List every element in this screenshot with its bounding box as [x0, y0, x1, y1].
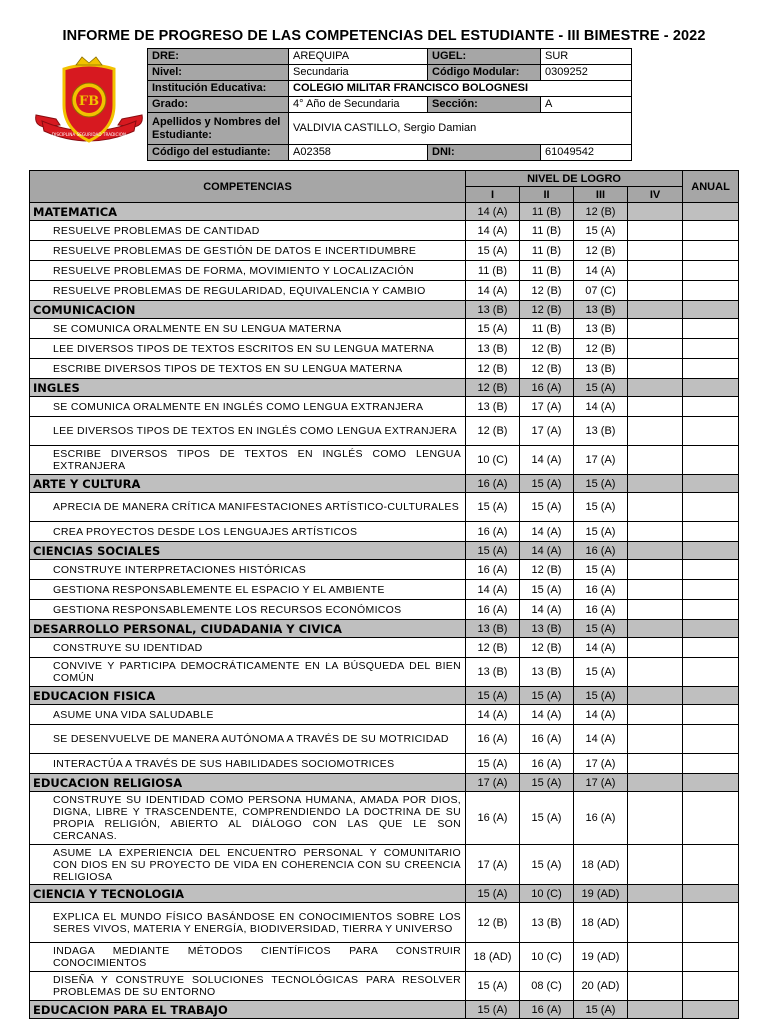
grade-cell: 07 (C): [574, 281, 628, 301]
grade-cell: [628, 658, 683, 687]
anual-cell: [683, 522, 739, 542]
category-name: MATEMATICA: [30, 203, 466, 221]
category-row: [30, 379, 739, 397]
grade-cell: [628, 493, 683, 522]
grade-cell: 15 (A): [574, 522, 628, 542]
grade-cell: 14 (A): [466, 203, 520, 221]
grade-cell: 13 (B): [520, 658, 574, 687]
grades-table: [29, 170, 739, 1019]
competency-row: [30, 446, 739, 475]
grade-cell: 14 (A): [520, 600, 574, 620]
grade-cell: 18 (AD): [574, 845, 628, 885]
grade-cell: 12 (B): [466, 638, 520, 658]
competency-row: [30, 319, 739, 339]
competency-name: GESTIONA RESPONSABLEMENTE EL ESPACIO Y EL AMBIENTE: [30, 580, 466, 600]
grade-cell: 14 (A): [520, 542, 574, 560]
grade-cell: 19 (AD): [574, 885, 628, 903]
anual-cell: [683, 446, 739, 475]
competency-name: RESUELVE PROBLEMAS DE REGULARIDAD, EQUIVALENCIA Y CAMBIO: [30, 281, 466, 301]
competency-name: LEE DIVERSOS TIPOS DE TEXTOS ESCRITOS EN SU LENGUA MATERNA: [30, 339, 466, 359]
grade-cell: [628, 319, 683, 339]
grade-cell: 14 (A): [466, 221, 520, 241]
grade-cell: [628, 417, 683, 446]
grade-cell: 13 (B): [574, 301, 628, 319]
competency-row: [30, 754, 739, 774]
competency-row: [30, 397, 739, 417]
competency-name: EXPLICA EL MUNDO FÍSICO BASÁNDOSE EN CONOCIMIENTOS SOBRE LOS SERES VIVOS, MATERIA Y ENERGÍA, BIODIVERSIDAD, TIERRA Y UNIVERSO: [30, 903, 466, 943]
anual-cell: [683, 281, 739, 301]
logo-monogram: FB: [78, 94, 100, 109]
grade-cell: [628, 620, 683, 638]
anual-cell: [683, 241, 739, 261]
grade-cell: 15 (A): [466, 687, 520, 705]
grade-cell: 13 (B): [574, 319, 628, 339]
anual-cell: [683, 475, 739, 493]
category-row: [30, 620, 739, 638]
grade-cell: 17 (A): [574, 774, 628, 792]
grade-cell: 12 (B): [466, 417, 520, 446]
nivel-logro-header: NIVEL DE LOGRO: [466, 171, 683, 187]
nivel-label: Nivel:: [148, 65, 289, 81]
competency-row: [30, 493, 739, 522]
grade-cell: 15 (A): [574, 687, 628, 705]
grade-cell: 18 (AD): [466, 943, 520, 972]
grade-cell: 15 (A): [520, 792, 574, 845]
category-row: [30, 542, 739, 560]
competency-row: [30, 417, 739, 446]
grade-cell: 12 (B): [574, 203, 628, 221]
competency-name: APRECIA DE MANERA CRÍTICA MANIFESTACIONES ARTÍSTICO-CULTURALES: [30, 493, 466, 522]
grade-cell: [628, 203, 683, 221]
grade-cell: 15 (A): [466, 754, 520, 774]
grade-cell: 12 (B): [520, 359, 574, 379]
grado-value: 4° Año de Secundaria: [289, 97, 428, 113]
anual-cell: [683, 705, 739, 725]
grade-cell: [628, 705, 683, 725]
grade-cell: 16 (A): [466, 600, 520, 620]
anual-cell: [683, 620, 739, 638]
anual-cell: [683, 397, 739, 417]
competency-row: [30, 281, 739, 301]
grade-cell: 20 (AD): [574, 972, 628, 1001]
grade-cell: 15 (A): [574, 379, 628, 397]
grade-cell: [628, 379, 683, 397]
grade-cell: 14 (A): [466, 281, 520, 301]
grade-cell: 14 (A): [574, 261, 628, 281]
period-header: III: [574, 187, 628, 203]
grade-cell: 10 (C): [520, 885, 574, 903]
grade-cell: 15 (A): [466, 1001, 520, 1019]
anual-cell: [683, 754, 739, 774]
grade-cell: 11 (B): [520, 221, 574, 241]
grade-cell: 15 (A): [574, 1001, 628, 1019]
competency-row: [30, 705, 739, 725]
grade-cell: 16 (A): [520, 1001, 574, 1019]
codigo-estudiante-value: A02358: [289, 145, 428, 161]
grade-cell: 14 (A): [520, 522, 574, 542]
grade-cell: 18 (AD): [574, 903, 628, 943]
grade-cell: [628, 903, 683, 943]
competency-row: [30, 339, 739, 359]
grade-cell: 12 (B): [466, 903, 520, 943]
anual-cell: [683, 221, 739, 241]
category-name: EDUCACION FISICA: [30, 687, 466, 705]
anual-cell: [683, 687, 739, 705]
grade-cell: 14 (A): [574, 705, 628, 725]
grade-cell: [628, 281, 683, 301]
competency-row: [30, 241, 739, 261]
category-row: [30, 774, 739, 792]
category-row: [30, 687, 739, 705]
competency-name: RESUELVE PROBLEMAS DE CANTIDAD: [30, 221, 466, 241]
competency-name: ASUME UNA VIDA SALUDABLE: [30, 705, 466, 725]
grade-cell: 15 (A): [574, 493, 628, 522]
anual-cell: [683, 638, 739, 658]
category-row: [30, 885, 739, 903]
grade-cell: [628, 1001, 683, 1019]
competency-name: CONSTRUYE SU IDENTIDAD: [30, 638, 466, 658]
grade-cell: 12 (B): [520, 281, 574, 301]
grade-cell: 11 (B): [520, 203, 574, 221]
grade-cell: 14 (A): [520, 705, 574, 725]
anual-cell: [683, 319, 739, 339]
competency-name: INTERACTÚA A TRAVÉS DE SUS HABILIDADES SOCIOMOTRICES: [30, 754, 466, 774]
grade-cell: [628, 943, 683, 972]
category-name: EDUCACION RELIGIOSA: [30, 774, 466, 792]
category-row: [30, 203, 739, 221]
competency-row: [30, 522, 739, 542]
competency-row: [30, 903, 739, 943]
dni-label: DNI:: [428, 145, 541, 161]
grade-cell: 13 (B): [466, 397, 520, 417]
anual-cell: [683, 903, 739, 943]
institucion-value: COLEGIO MILITAR FRANCISCO BOLOGNESI: [289, 81, 632, 97]
grade-cell: 16 (A): [466, 560, 520, 580]
grade-cell: [628, 600, 683, 620]
anual-cell: [683, 580, 739, 600]
category-name: CIENCIAS SOCIALES: [30, 542, 466, 560]
grade-cell: [628, 475, 683, 493]
anual-cell: [683, 972, 739, 1001]
grade-cell: [628, 774, 683, 792]
anual-cell: [683, 885, 739, 903]
grade-cell: 16 (A): [520, 725, 574, 754]
period-header: I: [466, 187, 520, 203]
anual-cell: [683, 600, 739, 620]
grade-cell: [628, 542, 683, 560]
grade-cell: 11 (B): [466, 261, 520, 281]
grade-cell: 17 (A): [574, 446, 628, 475]
nombres-value: VALDIVIA CASTILLO, Sergio Damian: [289, 113, 632, 145]
grade-cell: 13 (B): [466, 339, 520, 359]
grade-cell: 13 (B): [520, 620, 574, 638]
competency-name: RESUELVE PROBLEMAS DE FORMA, MOVIMIENTO Y LOCALIZACIÓN: [30, 261, 466, 281]
grade-cell: [628, 397, 683, 417]
competency-name: GESTIONA RESPONSABLEMENTE LOS RECURSOS ECONÓMICOS: [30, 600, 466, 620]
competency-row: [30, 943, 739, 972]
grade-cell: [628, 885, 683, 903]
grade-cell: 12 (B): [520, 638, 574, 658]
anual-cell: [683, 943, 739, 972]
competency-row: [30, 560, 739, 580]
competency-name: ESCRIBE DIVERSOS TIPOS DE TEXTOS EN SU LENGUA MATERNA: [30, 359, 466, 379]
grade-cell: 15 (A): [574, 221, 628, 241]
logo-banner-text: DISCIPLINA SEGURIDAD TRADICION: [51, 132, 127, 137]
competency-name: SE COMUNICA ORALMENTE EN SU LENGUA MATERNA: [30, 319, 466, 339]
category-name: EDUCACION PARA EL TRABAJO: [30, 1001, 466, 1019]
school-crest-logo: [30, 55, 148, 155]
grade-cell: [628, 725, 683, 754]
dni-value: 61049542: [541, 145, 632, 161]
grade-cell: 15 (A): [466, 241, 520, 261]
category-name: ARTE Y CULTURA: [30, 475, 466, 493]
student-info-table: [147, 48, 632, 161]
institucion-label: Institución Educativa:: [148, 81, 289, 97]
competency-name: CONSTRUYE INTERPRETACIONES HISTÓRICAS: [30, 560, 466, 580]
anual-cell: [683, 301, 739, 319]
codigo-modular-label: Código Modular:: [428, 65, 541, 81]
grade-cell: 15 (A): [466, 885, 520, 903]
grade-cell: 17 (A): [574, 754, 628, 774]
anual-cell: [683, 359, 739, 379]
grade-cell: 13 (B): [466, 301, 520, 319]
competency-name: INDAGA MEDIANTE MÉTODOS CIENTÍFICOS PARA CONSTRUIR CONOCIMIENTOS: [30, 943, 466, 972]
competency-name: CONVIVE Y PARTICIPA DEMOCRÁTICAMENTE EN LA BÚSQUEDA DEL BIEN COMÚN: [30, 658, 466, 687]
grade-cell: [628, 446, 683, 475]
grade-cell: 14 (A): [574, 725, 628, 754]
anual-cell: [683, 379, 739, 397]
grade-cell: 16 (A): [466, 725, 520, 754]
grade-cell: 16 (A): [574, 600, 628, 620]
grade-cell: 15 (A): [466, 972, 520, 1001]
category-name: CIENCIA Y TECNOLOGIA: [30, 885, 466, 903]
anual-cell: [683, 542, 739, 560]
grade-cell: 16 (A): [466, 792, 520, 845]
grade-cell: 12 (B): [520, 301, 574, 319]
grade-cell: 19 (AD): [574, 943, 628, 972]
grade-cell: 12 (B): [574, 339, 628, 359]
category-name: COMUNICACION: [30, 301, 466, 319]
grade-cell: 12 (B): [520, 339, 574, 359]
grade-cell: [628, 339, 683, 359]
grade-cell: [628, 792, 683, 845]
dre-label: DRE:: [148, 49, 289, 65]
grade-cell: 10 (C): [466, 446, 520, 475]
competency-name: DISEÑA Y CONSTRUYE SOLUCIONES TECNOLÓGICAS PARA RESOLVER PROBLEMAS DE SU ENTORNO: [30, 972, 466, 1001]
competency-row: [30, 261, 739, 281]
competency-name: LEE DIVERSOS TIPOS DE TEXTOS EN INGLÉS COMO LENGUA EXTRANJERA: [30, 417, 466, 446]
grade-cell: 11 (B): [520, 261, 574, 281]
anual-cell: [683, 658, 739, 687]
codigo-modular-value: 0309252: [541, 65, 632, 81]
grade-cell: [628, 754, 683, 774]
anual-cell: [683, 560, 739, 580]
anual-cell: [683, 261, 739, 281]
competency-row: [30, 221, 739, 241]
grade-cell: 14 (A): [520, 446, 574, 475]
competencias-header: COMPETENCIAS: [30, 171, 466, 203]
grade-cell: 13 (B): [574, 417, 628, 446]
grade-cell: 14 (A): [574, 397, 628, 417]
competency-row: [30, 972, 739, 1001]
grade-cell: 12 (B): [466, 359, 520, 379]
grade-cell: 13 (B): [466, 620, 520, 638]
grade-cell: [628, 221, 683, 241]
competency-row: [30, 638, 739, 658]
grade-cell: 15 (A): [520, 687, 574, 705]
competency-name: ASUME LA EXPERIENCIA DEL ENCUENTRO PERSONAL Y COMUNITARIO CON DIOS EN SU PROYECTO DE VIDA EN COHERENCIA CON SU CREENCIA RELIGIOSA: [30, 845, 466, 885]
anual-cell: [683, 417, 739, 446]
grade-cell: 15 (A): [520, 493, 574, 522]
competency-name: ESCRIBE DIVERSOS TIPOS DE TEXTOS EN INGLÉS COMO LENGUA EXTRANJERA: [30, 446, 466, 475]
seccion-label: Sección:: [428, 97, 541, 113]
grade-cell: 08 (C): [520, 972, 574, 1001]
grade-cell: 15 (A): [574, 620, 628, 638]
grade-cell: 16 (A): [574, 542, 628, 560]
competency-name: CONSTRUYE SU IDENTIDAD COMO PERSONA HUMANA, AMADA POR DIOS, DIGNA, LIBRE Y TRASCENDENTE, COMPRENDIENDO LA DOCTRINA DE SU PROPIA RELIGIÓN, ABIERTO AL DIÁLOGO CON LAS QUE LE SON CERCANAS.: [30, 792, 466, 845]
anual-cell: [683, 792, 739, 845]
grade-cell: [628, 972, 683, 1001]
grade-cell: 16 (A): [466, 475, 520, 493]
competency-row: [30, 845, 739, 885]
period-header: IV: [628, 187, 683, 203]
grade-cell: 14 (A): [466, 580, 520, 600]
grade-cell: 14 (A): [466, 705, 520, 725]
anual-cell: [683, 493, 739, 522]
ugel-label: UGEL:: [428, 49, 541, 65]
grade-cell: 15 (A): [466, 542, 520, 560]
category-row: [30, 301, 739, 319]
codigo-estudiante-label: Código del estudiante:: [148, 145, 289, 161]
competency-row: [30, 580, 739, 600]
competency-row: [30, 792, 739, 845]
grade-cell: [628, 522, 683, 542]
grade-cell: 16 (A): [574, 792, 628, 845]
anual-cell: [683, 725, 739, 754]
dre-value: AREQUIPA: [289, 49, 428, 65]
grade-cell: 15 (A): [574, 560, 628, 580]
grade-cell: 12 (B): [520, 560, 574, 580]
grade-cell: 15 (A): [520, 845, 574, 885]
grade-cell: [628, 560, 683, 580]
grado-label: Grado:: [148, 97, 289, 113]
grade-cell: [628, 261, 683, 281]
grade-cell: 16 (A): [520, 754, 574, 774]
nombres-label: Apellidos y Nombres del Estudiante:: [148, 113, 289, 145]
grade-cell: 16 (A): [520, 379, 574, 397]
competency-row: [30, 658, 739, 687]
period-header: II: [520, 187, 574, 203]
grade-cell: 13 (B): [520, 903, 574, 943]
competency-row: [30, 600, 739, 620]
anual-header: ANUAL: [683, 171, 739, 203]
grade-cell: 15 (A): [574, 475, 628, 493]
anual-cell: [683, 339, 739, 359]
grade-cell: [628, 241, 683, 261]
anual-cell: [683, 774, 739, 792]
anual-cell: [683, 1001, 739, 1019]
category-name: DESARROLLO PERSONAL, CIUDADANIA Y CIVICA: [30, 620, 466, 638]
grade-cell: 13 (B): [574, 359, 628, 379]
grade-cell: [628, 359, 683, 379]
anual-cell: [683, 203, 739, 221]
grade-cell: 17 (A): [520, 397, 574, 417]
grade-cell: 15 (A): [466, 493, 520, 522]
grade-cell: 11 (B): [520, 319, 574, 339]
grade-cell: 16 (A): [574, 580, 628, 600]
ugel-value: SUR: [541, 49, 632, 65]
category-name: INGLES: [30, 379, 466, 397]
anual-cell: [683, 845, 739, 885]
competency-row: [30, 725, 739, 754]
category-row: [30, 1001, 739, 1019]
competency-name: RESUELVE PROBLEMAS DE GESTIÓN DE DATOS E INCERTIDUMBRE: [30, 241, 466, 261]
competency-name: SE DESENVUELVE DE MANERA AUTÓNOMA A TRAVÉS DE SU MOTRICIDAD: [30, 725, 466, 754]
grade-cell: 15 (A): [466, 319, 520, 339]
grades-body: [30, 203, 739, 1019]
grade-cell: [628, 687, 683, 705]
competency-name: SE COMUNICA ORALMENTE EN INGLÉS COMO LENGUA EXTRANJERA: [30, 397, 466, 417]
grade-cell: [628, 845, 683, 885]
grade-cell: 17 (A): [520, 417, 574, 446]
grade-cell: 15 (A): [520, 774, 574, 792]
grade-cell: 15 (A): [520, 475, 574, 493]
competency-row: [30, 359, 739, 379]
grade-cell: 12 (B): [574, 241, 628, 261]
seccion-value: A: [541, 97, 632, 113]
grade-cell: 15 (A): [574, 658, 628, 687]
grade-cell: 11 (B): [520, 241, 574, 261]
grade-cell: 17 (A): [466, 774, 520, 792]
grade-cell: 10 (C): [520, 943, 574, 972]
grade-cell: [628, 301, 683, 319]
report-title: INFORME DE PROGRESO DE LAS COMPETENCIAS DEL ESTUDIANTE - III BIMESTRE - 2022: [62, 28, 706, 44]
category-row: [30, 475, 739, 493]
grade-cell: 16 (A): [466, 522, 520, 542]
nivel-value: Secundaria: [289, 65, 428, 81]
grade-cell: [628, 580, 683, 600]
grade-cell: 12 (B): [466, 379, 520, 397]
grade-cell: 17 (A): [466, 845, 520, 885]
competency-name: CREA PROYECTOS DESDE LOS LENGUAJES ARTÍSTICOS: [30, 522, 466, 542]
grade-cell: 14 (A): [574, 638, 628, 658]
grade-cell: 15 (A): [520, 580, 574, 600]
grade-cell: 13 (B): [466, 658, 520, 687]
grade-cell: [628, 638, 683, 658]
